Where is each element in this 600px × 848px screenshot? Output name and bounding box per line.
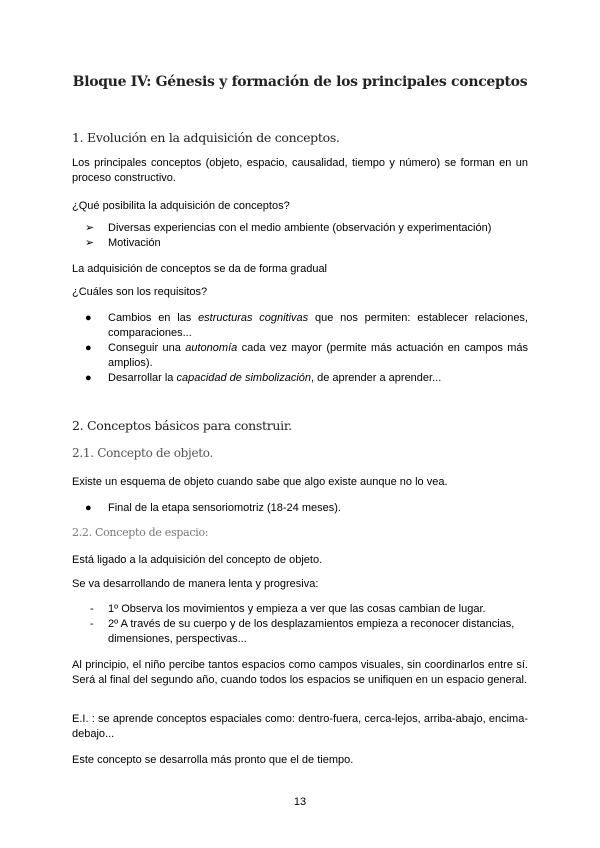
text: cada vez mayor (permite más actuación en campos más amplios). bbox=[108, 342, 528, 369]
list-item-text: Final de la etapa sensoriomotriz (18-24 meses). bbox=[108, 502, 341, 514]
dash-list bbox=[72, 602, 528, 647]
list-item-text: 1º Observa los movimientos y empieza a ver que las cosas cambian de lugar. bbox=[108, 603, 486, 615]
bullet-icon: ● bbox=[85, 372, 92, 384]
list-item bbox=[72, 311, 528, 341]
document-title: Bloque IV: Génesis y formación de los principales conceptos bbox=[72, 74, 528, 90]
page-number: 13 bbox=[293, 796, 307, 808]
list-item-text: Motivación bbox=[108, 237, 161, 249]
arrow-list bbox=[72, 221, 528, 251]
dash-bullet-icon: - bbox=[90, 603, 94, 615]
list-item bbox=[72, 221, 528, 236]
list-item bbox=[72, 371, 528, 386]
arrow-bullet-icon: ➢ bbox=[85, 222, 95, 234]
text: Cambios en las bbox=[108, 312, 199, 324]
text: Conseguir una bbox=[108, 342, 186, 354]
emphasis: capacidad de simbolización bbox=[176, 372, 311, 384]
paragraph: Está ligado a la adquisición del concepto de objeto. bbox=[72, 554, 323, 566]
text: , de aprender a aprender... bbox=[311, 372, 442, 384]
list-item-text: Diversas experiencias con el medio ambiente (observación y experimentación) bbox=[108, 222, 492, 234]
bullet-icon: ● bbox=[85, 502, 92, 514]
list-item bbox=[72, 501, 528, 516]
text: que nos permiten: establecer relaciones, comparaciones... bbox=[108, 312, 528, 339]
subsection-2-1-heading: 2.1. Concepto de objeto. bbox=[72, 446, 213, 460]
bullet-icon: ● bbox=[85, 312, 92, 324]
dash-bullet-icon: - bbox=[90, 618, 94, 630]
text: Desarrollar la bbox=[108, 372, 177, 384]
emphasis: estructuras cognitivas bbox=[198, 312, 309, 324]
paragraph: Este concepto se desarrolla más pronto que el de tiempo. bbox=[72, 754, 354, 766]
subsection-2-2-heading: 2.2. Concepto de espacio: bbox=[72, 526, 209, 539]
paragraph: Existe un esquema de objeto cuando sabe que algo existe aunque no lo vea. bbox=[72, 476, 448, 488]
paragraph: Los principales conceptos (objeto, espacio, causalidad, tiempo y número) se forman en un proceso constructivo. bbox=[72, 157, 528, 184]
list-item bbox=[72, 602, 528, 617]
question: ¿Qué posibilita la adquisición de conceptos? bbox=[72, 200, 290, 212]
paragraph: Se va desarrollando de manera lenta y progresiva: bbox=[72, 578, 319, 590]
bullet-list bbox=[72, 501, 528, 516]
list-item-text: 2º A través de su cuerpo y de los desplazamientos empieza a reconocer distancias, dimensiones, perspectivas... bbox=[108, 618, 515, 645]
paragraph: E.I. : se aprende conceptos espaciales como: dentro-fuera, cerca-lejos, arriba-abajo, encima-debajo... bbox=[72, 713, 528, 740]
list-item bbox=[72, 236, 528, 251]
section-2-heading: 2. Conceptos básicos para construir. bbox=[72, 418, 292, 433]
emphasis: autonomía bbox=[185, 342, 238, 354]
section-1-heading: 1. Evolución en la adquisición de conceptos. bbox=[72, 130, 340, 145]
paragraph: La adquisición de conceptos se da de forma gradual bbox=[72, 263, 328, 275]
list-item bbox=[72, 617, 528, 647]
paragraph: Al principio, el niño percibe tantos espacios como campos visuales, sin coordinarlos entre sí. Será al final del segundo año, cuando todos los espacios se unifiquen en un espacio general. bbox=[72, 659, 528, 686]
list-item bbox=[72, 341, 528, 371]
question: ¿Cuáles son los requisitos? bbox=[72, 286, 208, 298]
arrow-bullet-icon: ➢ bbox=[85, 237, 95, 249]
bullet-icon: ● bbox=[85, 342, 92, 354]
requirements-list bbox=[72, 311, 528, 386]
